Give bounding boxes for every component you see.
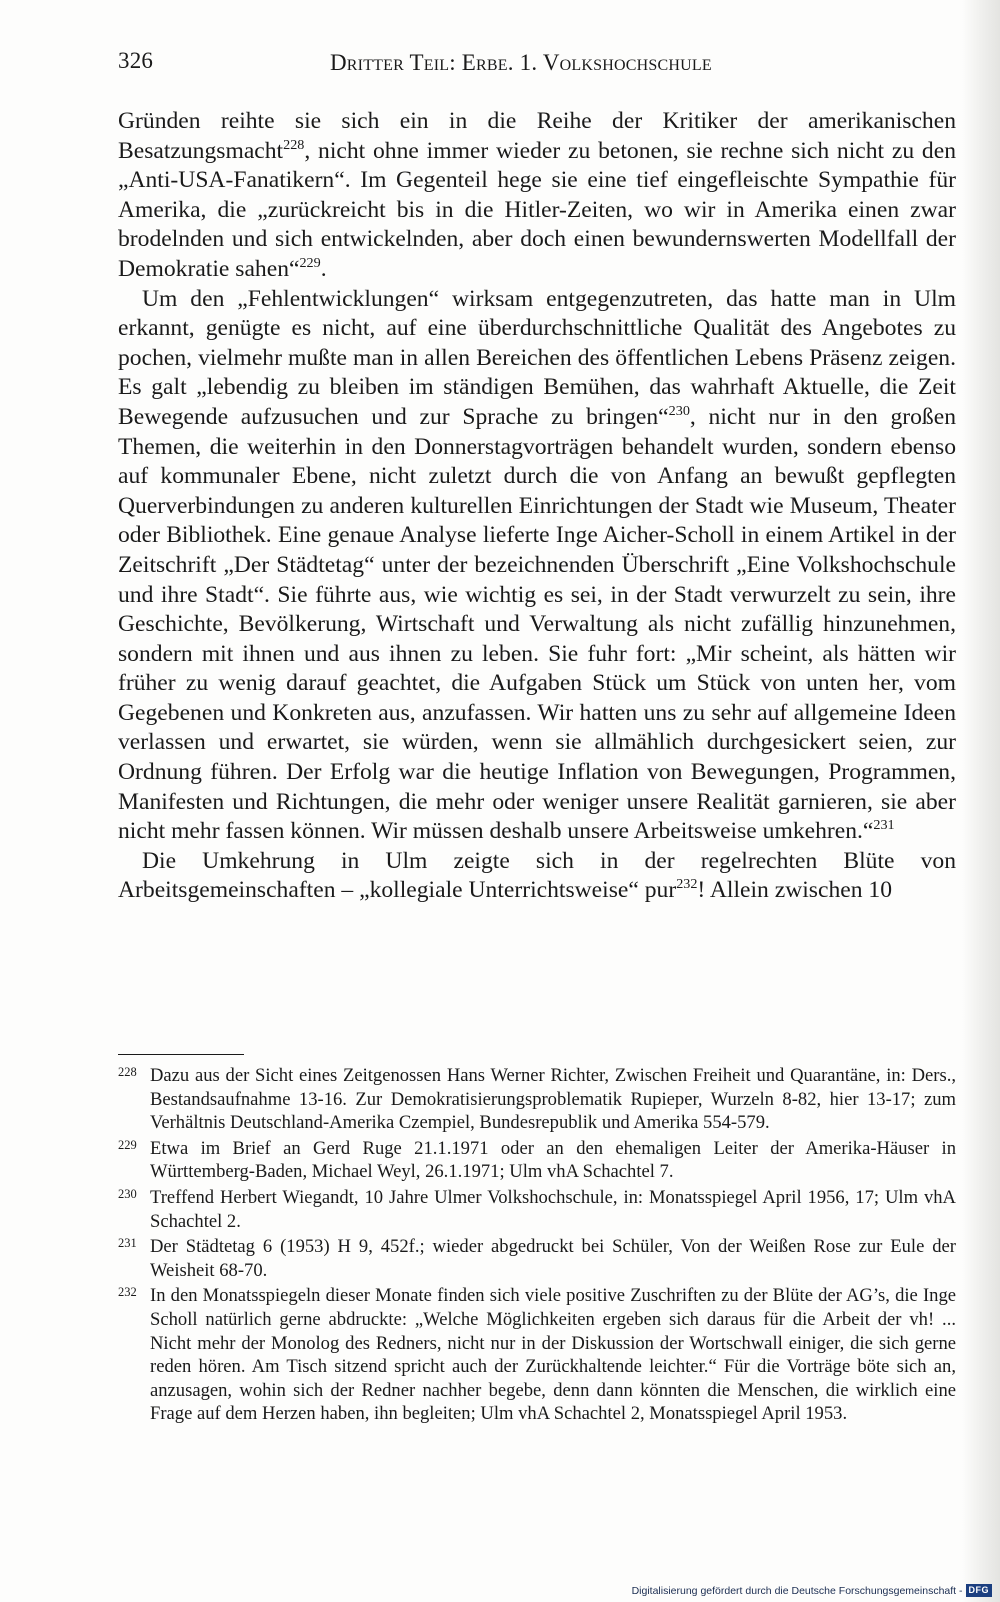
footnote-231 xyxy=(118,1235,956,1282)
paragraph-text: , nicht ohne immer wieder zu betonen, sie rechne sich nicht zu den „Anti-USA-Fanatikern“. Im Gegenteil hege sie eine tief eingefleischte Sympathie für Amerika, die „zurückreicht bis in die Hitler-Zeiten, wo wir in Amerika einen zwar brodelnden und sich entwickelnden, aber doch einen bewundernswerten Modellfall der Demokratie sahen“ xyxy=(118,137,956,282)
footnote-text: In den Monatsspiegeln dieser Monate finden sich viele positive Zuschriften zu der Blüte der AG’s, die Inge Scholl natürlich gerne abdruckte: „Welche Möglichkeiten ergeben sich daraus für die Arbeit der vh! ... Nicht mehr der Monolog des Redners, nicht nur in der Diskussion der Wortschwall einiger, die sich gerne reden hören. Am Tisch sitzend spricht auch der Zurückhaltende leichter.“ Für die Vorträge böte sich an, anzusagen, wohin sich der Redner nachher begebe, denn dann könnten die Menschen, die wirklich eine Frage auf dem Herzen haben, ihn begleiten; Ulm vhA Schachtel 2, Monatsspiegel April 1953. xyxy=(150,1285,956,1425)
running-head-title: Dritter Teil: Erbe. 1. Volkshochschule xyxy=(330,50,712,75)
footnote-text: Treffend Herbert Wiegandt, 10 Jahre Ulmer Volkshochschule, in: Monatsspiegel April 1956, 17; Ulm vhA Schachtel 2. xyxy=(150,1186,956,1232)
footnote-ref-229[interactable]: 229 xyxy=(299,255,321,272)
paragraph-text: Gründen reihte sie sich ein in die Reihe der Kritiker der amerikanischen Besatzungsmacht xyxy=(118,108,956,164)
body-text xyxy=(118,107,956,906)
footnote-number: 228 xyxy=(118,1065,137,1079)
paragraph-1 xyxy=(118,107,956,285)
footnote-228 xyxy=(118,1064,956,1135)
running-head xyxy=(118,46,958,80)
footnote-divider xyxy=(118,1054,244,1055)
footnote-number: 229 xyxy=(118,1137,137,1152)
footnotes xyxy=(118,1064,956,1428)
page-edge-shadow xyxy=(962,0,1000,1602)
footnote-number: 232 xyxy=(118,1285,137,1300)
footnote-text: Dazu aus der Sicht eines Zeitgenossen Hans Werner Richter, Zwischen Freiheit und Quarantäne, in: Ders., Bestandsaufnahme 13-16. Zur Demokratisierungsproblematik Rupieper, Wurzeln 8-82, hier 13-17; zum Verhältnis Deutschland-Amerika Czempiel, Bundesrepublik und Amerika 554-579. xyxy=(150,1065,956,1134)
paragraph-2 xyxy=(118,285,956,847)
footnote-232 xyxy=(118,1284,956,1426)
paragraph-3 xyxy=(118,847,956,906)
footnote-ref-230[interactable]: 230 xyxy=(668,403,690,420)
footnote-number: 230 xyxy=(118,1186,137,1201)
paragraph-text: . xyxy=(320,255,327,282)
footnote-number: 231 xyxy=(118,1236,137,1251)
footnote-230 xyxy=(118,1186,956,1233)
footnote-ref-232[interactable]: 232 xyxy=(676,876,698,893)
footnote-ref-231[interactable]: 231 xyxy=(873,817,895,834)
digitization-credit xyxy=(632,1584,992,1597)
footnote-ref-228[interactable]: 228 xyxy=(283,136,305,153)
footnote-229 xyxy=(118,1137,956,1184)
credit-text: Digitalisierung gefördert durch die Deutsche Forschungsgemeinschaft - xyxy=(631,1584,963,1597)
footnote-text: Etwa im Brief an Gerd Ruge 21.1.1971 oder an den ehemaligen Leiter der Amerika-Häuser in Württemberg-Baden, Michael Weyl, 26.1.1971; Ulm vhA Schachtel 7. xyxy=(150,1137,956,1183)
dfg-logo-icon[interactable]: DFG xyxy=(966,1584,993,1597)
paragraph-text: , nicht nur in den großen Themen, die weiterhin in den Donnerstagvorträgen behandelt wurden, sondern ebenso auf kommunaler Ebene, nicht zuletzt durch die von Anfang an bewußt gepflegten Querverbindungen zu anderen kulturellen Einrichtungen der Stadt wie Museum, Theater oder Bibliothek. Eine genaue Analyse lieferte Inge Aicher-Scholl in einem Artikel in der Zeitschrift „Der Städtetag“ unter der bezeichnenden Überschrift „Eine Volkshochschule und ihre Stadt“. Sie führte aus, wie wichtig es sei, in der Stadt verwurzelt zu sein, ihre Geschichte, Bevölkerung, Wirtschaft und Verwaltung als nicht zufällig hinzunehmen, sondern mit ihnen und aus ihnen zu leben. Sie fuhr fort: „Mir scheint, als hätten wir früher zu wenig darauf geachtet, die Aufgaben Stück um Stück von unten her, vom Gegebenen und Konkreten aus, anzufassen. Wir hatten uns zu sehr auf allgemeine Ideen verlassen und erwartet, sie würden, wenn sie allmählich durchgesickert seien, zur Ordnung führen. Der Erfolg war die heutige Inflation von Bewegungen, Programmen, Manifesten und Richtungen, die mehr oder weniger unsere Realität garnieren, sie aber nicht mehr fassen können. Wir müssen deshalb unsere Arbeitsweise umkehren.“ xyxy=(118,403,956,845)
footnote-text: Der Städtetag 6 (1953) H 9, 452f.; wieder abgedruckt bei Schüler, Von der Weißen Rose zur Eule der Weisheit 68-70. xyxy=(150,1236,956,1281)
paragraph-text: Um den „Fehlentwicklungen“ wirksam entgegenzutreten, das hatte man in Ulm erkannt, genügte es nicht, auf eine überdurchschnittliche Qualität des Angebotes zu pochen, vielmehr mußte man in allen Bereichen des öffentlichen Lebens Präsenz zeigen. Es galt „lebendig zu bleiben im ständigen Bemühen, das wahrhaft Aktuelle, die Zeit Bewegende aufzusuchen und zur Sprache zu bringen“ xyxy=(118,285,956,430)
page-number: 326 xyxy=(118,48,154,73)
paragraph-text: ! Allein zwischen 10 xyxy=(697,877,893,904)
paragraph-text: Die Umkehrung in Ulm zeigte sich in der regelrechten Blüte von Arbeitsgemeinschaften – „kollegiale Unterrichtsweise“ pur xyxy=(118,847,956,904)
